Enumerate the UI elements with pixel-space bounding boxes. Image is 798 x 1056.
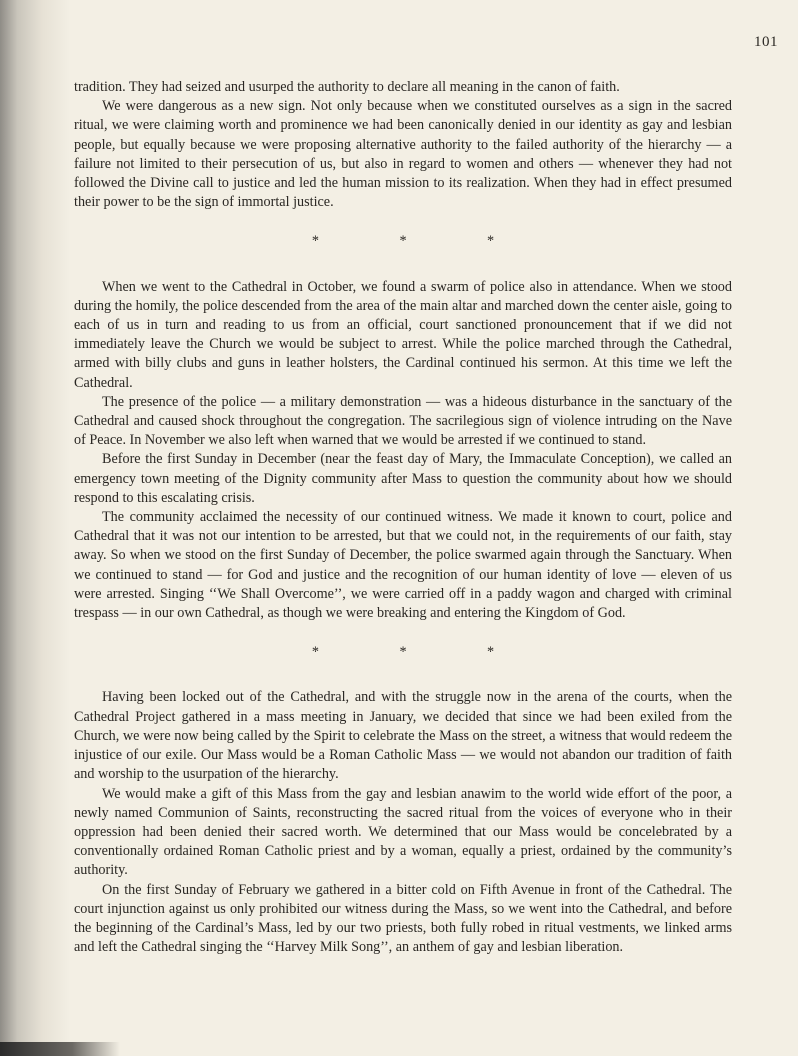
- asterisk: *: [487, 644, 495, 661]
- asterisk: *: [311, 233, 319, 250]
- paragraph: The presence of the police — a military demonstration — was a hideous disturbance in the sanctuary of the Cathedral and caused shock throughout the congregation. The sacrilegious sign of violence intruding on the Nave of Peace. In November we also left when warned that we would be arrested if we continued to stand.: [74, 393, 732, 449]
- page-body: [74, 78, 732, 957]
- paragraph: Before the first Sunday in December (near the feast day of Mary, the Immaculate Conception), we called an emergency town meeting of the Dignity community after Mass to question the community about how we should respond to this escalating crisis.: [74, 451, 732, 506]
- asterisk: *: [399, 644, 407, 661]
- binding-gutter-shadow: [0, 0, 70, 1056]
- paragraph: Having been locked out of the Cathedral, and with the struggle now in the arena of the courts, when the Cathedral Project gathered in a mass meeting in January, we decided that since we had been exiled from the Church, we were now being called by the Spirit to celebrate the Mass on the street, a witness that would redeem the injustice of our exile. Our Mass would be a Roman Catholic Mass — we would not abandon our tradition of faith and worship to the usurpation of the hierarchy.: [74, 689, 732, 783]
- asterisk: *: [487, 233, 495, 250]
- section-separator: [74, 232, 732, 251]
- paragraph: We would make a gift of this Mass from the gay and lesbian anawim to the world wide effort of the poor, a newly named Communion of Saints, reconstructing the sacred ritual from the voices of everyone who in their oppression had been denied their sacred worth. We determined that our Mass would be concelebrated by a conventionally ordained Roman Catholic priest and by a woman, equally a priest, ordained by the community’s authority.: [74, 785, 732, 879]
- paragraph: The community acclaimed the necessity of our continued witness. We made it known to court, police and Cathedral that it was not our intention to be arrested, but that we could not, in the requirements of our faith, stay away. So when we stood on the first Sunday of December, the police swarmed again through the Sanctuary. When we continued to stand — for God and justice and the recognition of our human identity of love — eleven of us were arrested. Singing ‘‘We Shall Overcome’’, we were carried off in a paddy wagon and charged with criminal trespass — in our own Cathedral, as though we were breaking and entering the Kingdom of God.: [74, 509, 732, 622]
- paragraph: When we went to the Cathedral in October, we found a swarm of police also in attendance. When we stood during the homily, the police descended from the area of the main altar and marched down the center aisle, going to each of us in turn and reading to us from an official, court sanctioned pronouncement that if we did not immediately leave the Church we would be subject to arrest. While the police marched through the Cathedral, armed with billy clubs and guns in leather holsters, the Cardinal continued his sermon. At this time we left the Cathedral.: [74, 278, 732, 391]
- page-number: 101: [754, 34, 778, 50]
- paragraph: tradition. They had seized and usurped the authority to declare all meaning in the canon of faith.: [74, 79, 620, 95]
- scan-edge: [0, 1042, 120, 1056]
- asterisk: *: [399, 233, 407, 250]
- paragraph: We were dangerous as a new sign. Not only because when we constituted ourselves as a sign in the sacred ritual, we were claiming worth and prominence we had been canonically denied in our identity as gay and lesbian people, but equally because we were proposing alternative authority to the failed authority of the hierarchy — a failure not limited to their persecution of us, but also in regard to women and others — whenever they had not followed the Divine call to justice and led the human mission to its realization. When they had in effect presumed their power to be the sign of immortal justice.: [74, 98, 732, 211]
- section-separator: [74, 643, 732, 662]
- paragraph: On the first Sunday of February we gathered in a bitter cold on Fifth Avenue in front of the Cathedral. The court injunction against us only prohibited our witness during the Mass, so we went into the Cathedral, and before the beginning of the Cardinal’s Mass, led by our two priests, both fully robed in ritual vestments, we linked arms and left the Cathedral singing the ‘‘Harvey Milk Song’’, an anthem of gay and lesbian liberation.: [74, 881, 732, 956]
- asterisk: *: [311, 644, 319, 661]
